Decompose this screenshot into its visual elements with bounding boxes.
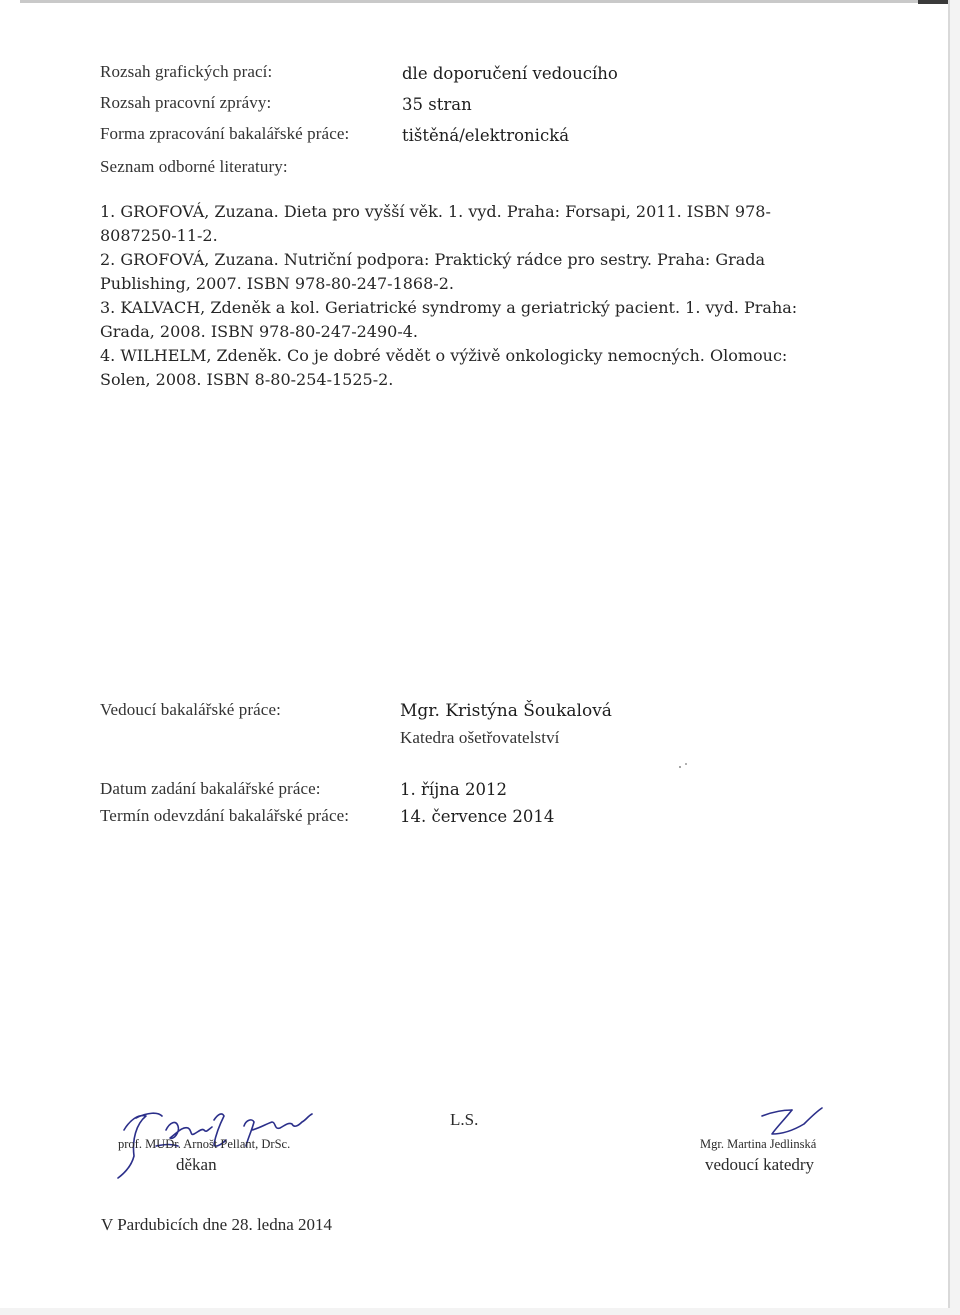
report-label: Rozsah pracovní zprávy: (100, 93, 272, 112)
form-label: Forma zpracování bakalářské práce: (100, 124, 350, 143)
graphics-label: Rozsah grafických prací: (100, 62, 273, 81)
literature-item: 1. GROFOVÁ, Zuzana. Dieta pro vyšší věk. 1. vyd. Praha: Forsapi, 2011. ISBN 978-8087250-11-2. (100, 202, 771, 245)
seal-mark: L.S. (450, 1110, 479, 1129)
supervisor-name: Mgr. Kristýna Šoukalová (400, 701, 612, 721)
graphics-value: dle doporučení vedoucího (402, 64, 618, 83)
literature-item: 4. WILHELM, Zdeněk. Co je dobré vědět o výživě onkologicky nemocných. Olomouc: Solen, 2008. ISBN 8-80-254-1525-2. (100, 346, 788, 389)
head-role: vedoucí katedry (705, 1155, 815, 1174)
dean-role: děkan (176, 1155, 217, 1174)
deadline-label: Termín odevzdání bakalářské práce: (100, 806, 350, 825)
literature-label: Seznam odborné literatury: (100, 157, 288, 176)
supervisor-label: Vedoucí bakalářské práce: (100, 700, 281, 719)
assigned-value: 1. října 2012 (400, 780, 507, 799)
dean-name: prof. MUDr. Arnošt Pellant, DrSc. (118, 1137, 291, 1151)
head-name: Mgr. Martina Jedlinská (700, 1137, 817, 1151)
report-value: 35 stran (402, 95, 472, 114)
assigned-label: Datum zadání bakalářské práce: (100, 779, 321, 798)
supervisor-department: Katedra ošetřovatelství (400, 728, 560, 747)
form-value: tištěná/elektronická (402, 126, 570, 145)
scan-edge-line (20, 0, 948, 3)
scan-edge-mark (918, 0, 948, 4)
literature-list (100, 200, 830, 392)
literature-item: 3. KALVACH, Zdeněk a kol. Geriatrické syndromy a geriatrický pacient. 1. vyd. Praha: Grada, 2008. ISBN 978-80-247-2490-4. (100, 298, 798, 341)
scan-speck (678, 762, 690, 770)
literature-item: 2. GROFOVÁ, Zuzana. Nutriční podpora: Praktický rádce pro sestry. Praha: Grada Publishing, 2007. ISBN 978-80-247-1868-2. (100, 250, 766, 293)
deadline-value: 14. července 2014 (400, 807, 555, 826)
place-date: V Pardubicích dne 28. ledna 2014 (101, 1215, 333, 1234)
